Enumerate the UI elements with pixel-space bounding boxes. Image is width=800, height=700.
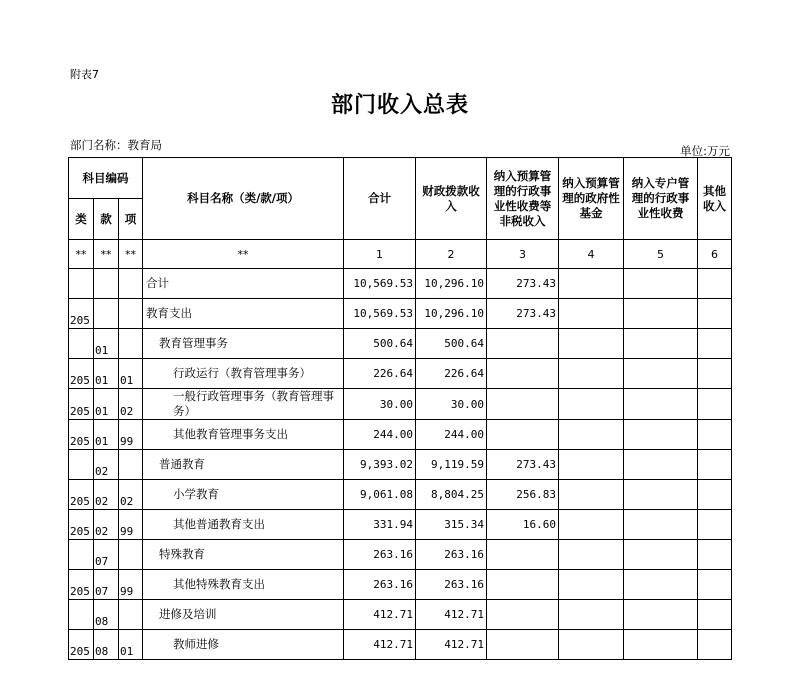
value-fiscal: 500.64 — [416, 329, 487, 359]
header-fiscal: 财政拨款收入 — [416, 158, 487, 240]
code-kuan: 01 — [94, 359, 119, 389]
value-other — [698, 600, 732, 630]
header-kuan: 款 — [94, 199, 119, 240]
code-xiang: 01 — [119, 359, 143, 389]
code-kuan: 08 — [94, 600, 119, 630]
value-budget-fund — [559, 450, 624, 480]
value-other — [698, 299, 732, 329]
value-special — [624, 329, 698, 359]
value-fiscal: 412.71 — [416, 630, 487, 660]
subject-name: 其他特殊教育支出 — [143, 570, 344, 600]
table-row — [69, 299, 732, 329]
value-special — [624, 510, 698, 540]
value-other — [698, 359, 732, 389]
header-total: 合计 — [344, 158, 416, 240]
code-kuan: 02 — [94, 510, 119, 540]
header-xiang: 项 — [119, 199, 143, 240]
subject-name: 其他教育管理事务支出 — [143, 420, 344, 450]
value-other — [698, 540, 732, 570]
value-budget-fund — [559, 510, 624, 540]
code-kuan: 02 — [94, 450, 119, 480]
value-budget-admin — [487, 570, 559, 600]
value-other — [698, 329, 732, 359]
value-budget-admin: 16.60 — [487, 510, 559, 540]
value-other — [698, 269, 732, 299]
value-special — [624, 359, 698, 389]
value-total: 226.64 — [344, 359, 416, 389]
value-other — [698, 450, 732, 480]
value-other — [698, 570, 732, 600]
table-row — [69, 329, 732, 359]
value-fiscal: 8,804.25 — [416, 480, 487, 510]
income-table — [68, 157, 732, 660]
value-budget-fund — [559, 269, 624, 299]
value-total: 412.71 — [344, 630, 416, 660]
value-budget-admin: 273.43 — [487, 299, 559, 329]
index-row: ** ** ** ** 1 2 3 4 5 6 — [69, 240, 732, 269]
department-name: 部门名称：教育局 — [70, 138, 162, 152]
table-row — [69, 359, 732, 389]
value-fiscal: 244.00 — [416, 420, 487, 450]
table-row — [69, 389, 732, 420]
value-budget-admin — [487, 600, 559, 630]
code-lei: 205 — [69, 510, 94, 540]
value-fiscal: 9,119.59 — [416, 450, 487, 480]
value-fiscal: 412.71 — [416, 600, 487, 630]
header-name: 科目名称（类/款/项） — [143, 158, 344, 240]
attachment-label: 附表7 — [70, 68, 99, 81]
value-budget-admin — [487, 630, 559, 660]
code-lei: 205 — [69, 389, 94, 420]
value-budget-admin — [487, 329, 559, 359]
value-budget-fund — [559, 420, 624, 450]
value-budget-fund — [559, 389, 624, 420]
table-row — [69, 450, 732, 480]
code-kuan: 07 — [94, 570, 119, 600]
code-kuan — [94, 269, 119, 299]
value-total: 9,061.08 — [344, 480, 416, 510]
subject-name: 行政运行（教育管理事务） — [143, 359, 344, 389]
code-xiang: 02 — [119, 480, 143, 510]
value-total: 9,393.02 — [344, 450, 416, 480]
value-total: 10,569.53 — [344, 269, 416, 299]
value-budget-fund — [559, 480, 624, 510]
header-budget-fund: 纳入预算管理的政府性基金 — [559, 158, 624, 240]
page-title: 部门收入总表 — [330, 92, 469, 118]
code-lei: 205 — [69, 299, 94, 329]
code-kuan: 01 — [94, 420, 119, 450]
table-row — [69, 269, 732, 299]
header-special: 纳入专户管理的行政事业性收费 — [624, 158, 698, 240]
subject-name: 教育支出 — [143, 299, 344, 329]
subject-name: 教育管理事务 — [143, 329, 344, 359]
code-xiang — [119, 269, 143, 299]
value-total: 500.64 — [344, 329, 416, 359]
value-special — [624, 389, 698, 420]
code-xiang — [119, 600, 143, 630]
code-kuan: 02 — [94, 480, 119, 510]
subject-name: 普通教育 — [143, 450, 344, 480]
code-lei — [69, 600, 94, 630]
table-body — [69, 269, 732, 660]
value-fiscal: 315.34 — [416, 510, 487, 540]
value-budget-admin — [487, 420, 559, 450]
value-other — [698, 480, 732, 510]
code-xiang — [119, 540, 143, 570]
code-xiang — [119, 299, 143, 329]
value-budget-admin — [487, 540, 559, 570]
subject-name: 教师进修 — [143, 630, 344, 660]
value-special — [624, 450, 698, 480]
subject-name: 合计 — [143, 269, 344, 299]
code-xiang: 02 — [119, 389, 143, 420]
value-total: 30.00 — [344, 389, 416, 420]
value-total: 331.94 — [344, 510, 416, 540]
code-lei — [69, 269, 94, 299]
value-fiscal: 226.64 — [416, 359, 487, 389]
table-row — [69, 630, 732, 660]
code-kuan — [94, 299, 119, 329]
value-total: 412.71 — [344, 600, 416, 630]
value-other — [698, 510, 732, 540]
code-xiang — [119, 329, 143, 359]
table-row — [69, 420, 732, 450]
table-row — [69, 600, 732, 630]
value-budget-admin — [487, 359, 559, 389]
value-fiscal: 263.16 — [416, 540, 487, 570]
value-other — [698, 630, 732, 660]
value-budget-admin: 256.83 — [487, 480, 559, 510]
subject-name: 其他普通教育支出 — [143, 510, 344, 540]
value-special — [624, 420, 698, 450]
table-row — [69, 570, 732, 600]
code-lei: 205 — [69, 480, 94, 510]
code-kuan: 08 — [94, 630, 119, 660]
value-budget-fund — [559, 540, 624, 570]
code-lei: 205 — [69, 420, 94, 450]
code-lei — [69, 540, 94, 570]
code-kuan: 07 — [94, 540, 119, 570]
value-total: 263.16 — [344, 540, 416, 570]
table-row — [69, 540, 732, 570]
code-kuan: 01 — [94, 389, 119, 420]
value-total: 244.00 — [344, 420, 416, 450]
code-lei: 205 — [69, 359, 94, 389]
value-budget-fund — [559, 600, 624, 630]
header-lei: 类 — [69, 199, 94, 240]
code-xiang: 99 — [119, 570, 143, 600]
value-budget-admin: 273.43 — [487, 269, 559, 299]
value-budget-admin — [487, 389, 559, 420]
value-budget-fund — [559, 299, 624, 329]
value-budget-fund — [559, 359, 624, 389]
code-xiang: 01 — [119, 630, 143, 660]
value-budget-fund — [559, 329, 624, 359]
value-special — [624, 600, 698, 630]
code-lei — [69, 450, 94, 480]
value-other — [698, 389, 732, 420]
value-special — [624, 299, 698, 329]
code-xiang: 99 — [119, 420, 143, 450]
code-lei — [69, 329, 94, 359]
subject-name: 一般行政管理事务（教育管理事务） — [143, 389, 344, 420]
code-kuan: 01 — [94, 329, 119, 359]
value-special — [624, 570, 698, 600]
subject-name: 特殊教育 — [143, 540, 344, 570]
code-xiang: 99 — [119, 510, 143, 540]
value-budget-fund — [559, 570, 624, 600]
code-lei: 205 — [69, 630, 94, 660]
value-special — [624, 480, 698, 510]
value-special — [624, 269, 698, 299]
value-special — [624, 630, 698, 660]
header-other: 其他收入 — [698, 158, 732, 240]
value-fiscal: 10,296.10 — [416, 299, 487, 329]
subject-name: 进修及培训 — [143, 600, 344, 630]
table-row — [69, 510, 732, 540]
value-special — [624, 540, 698, 570]
code-xiang — [119, 450, 143, 480]
value-budget-admin: 273.43 — [487, 450, 559, 480]
unit-label: 单位:万元 — [680, 144, 730, 158]
value-total: 10,569.53 — [344, 299, 416, 329]
table-row — [69, 480, 732, 510]
value-other — [698, 420, 732, 450]
header-code-group: 科目编码 — [69, 158, 143, 199]
value-budget-fund — [559, 630, 624, 660]
header-budget-admin: 纳入预算管理的行政事业性收费等非税收入 — [487, 158, 559, 240]
value-fiscal: 263.16 — [416, 570, 487, 600]
value-fiscal: 10,296.10 — [416, 269, 487, 299]
subject-name: 小学教育 — [143, 480, 344, 510]
code-lei: 205 — [69, 570, 94, 600]
value-total: 263.16 — [344, 570, 416, 600]
value-fiscal: 30.00 — [416, 389, 487, 420]
